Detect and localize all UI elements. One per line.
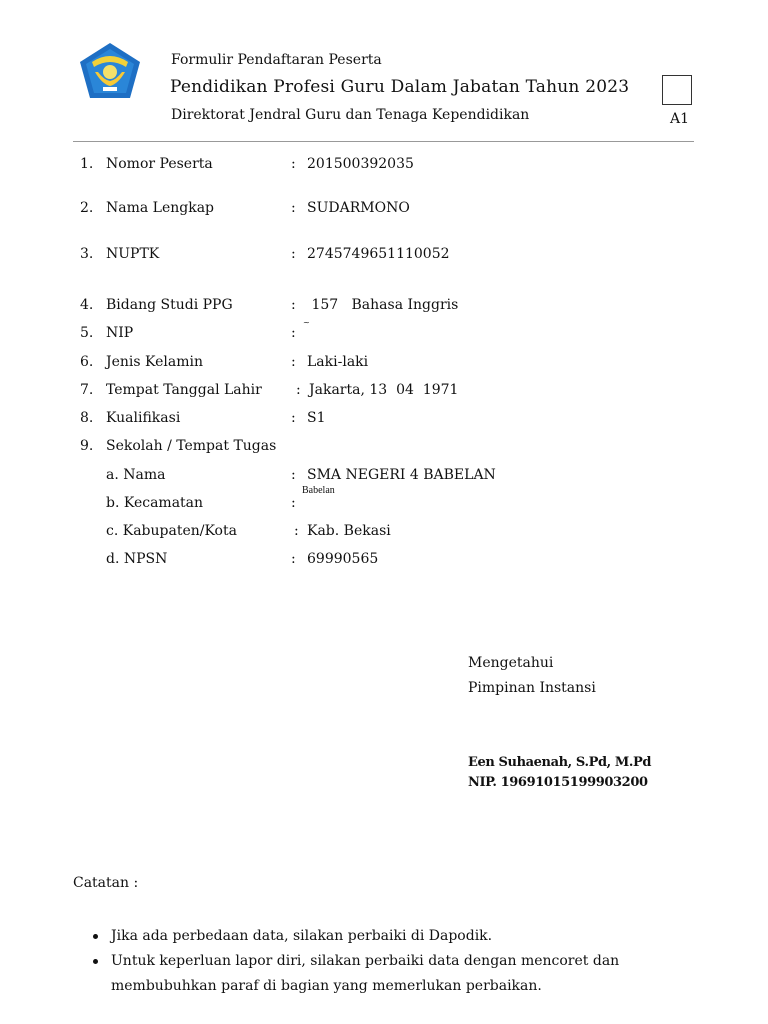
field-colon: : <box>294 523 299 539</box>
field-label: d. NPSN <box>106 551 168 567</box>
field-number: 9. <box>80 438 94 454</box>
field-value: SUDARMONO <box>307 200 410 216</box>
field-number: 7. <box>80 382 94 398</box>
field-label: a. Nama <box>106 467 166 483</box>
field-value: 157 Bahasa Inggris <box>307 297 459 313</box>
field-label: NIP <box>106 325 134 341</box>
field-number: 4. <box>80 297 94 313</box>
tut-wuri-handayani-logo-icon <box>78 42 142 102</box>
field-colon: : <box>291 354 296 370</box>
field-number: 3. <box>80 246 94 262</box>
field-colon: : <box>291 297 296 313</box>
field-row-tempat-tanggal-lahir <box>0 382 768 402</box>
field-label: NUPTK <box>106 246 160 262</box>
field-colon: : <box>291 325 296 341</box>
field-label: Kualifikasi <box>106 410 181 426</box>
bullet-icon <box>93 934 98 939</box>
field-value: 69990565 <box>307 551 379 567</box>
field-row-nip <box>0 325 768 345</box>
field-row-sekolah-nama <box>0 467 768 487</box>
field-colon: : <box>291 551 296 567</box>
field-value: Laki-laki <box>307 354 369 370</box>
code-checkbox[interactable] <box>662 75 692 105</box>
list-item <box>93 924 653 949</box>
field-label: Tempat Tanggal Lahir <box>106 382 262 398</box>
field-colon: : <box>291 495 296 511</box>
field-number: 2. <box>80 200 94 216</box>
note-text: Untuk keperluan lapor diri, silakan perbaiki data dengan mencoret dan membubuhkan paraf di bagian yang memerlukan perbaikan. <box>111 953 620 994</box>
field-colon: : <box>291 246 296 262</box>
field-colon: : <box>296 382 301 398</box>
signer-name: Een Suhaenah, S.Pd, M.Pd <box>468 755 652 770</box>
field-label: Jenis Kelamin <box>106 354 203 370</box>
field-number: 6. <box>80 354 94 370</box>
field-label: Nama Lengkap <box>106 200 215 216</box>
ack-line-mengetahui: Mengetahui <box>468 655 554 671</box>
field-value: S1 <box>307 410 326 426</box>
field-number: 8. <box>80 410 94 426</box>
field-row-nomor-peserta <box>0 156 768 176</box>
notes-heading: Catatan : <box>73 875 139 891</box>
nip-mark: ~ <box>303 318 310 327</box>
signer-nip: NIP. 19691015199903200 <box>468 775 648 790</box>
field-row-sekolah <box>0 438 768 458</box>
form-code: A1 <box>670 111 690 127</box>
field-number: 5. <box>80 325 94 341</box>
field-value: Kab. Bekasi <box>307 523 391 539</box>
page-subtitle: Direktorat Jendral Guru dan Tenaga Kependidikan <box>171 107 530 123</box>
field-value: 2745749651110052 <box>307 246 450 262</box>
field-row-kabupaten <box>0 523 768 543</box>
page-title: Pendidikan Profesi Guru Dalam Jabatan Tahun 2023 <box>170 77 630 97</box>
ack-line-pimpinan: Pimpinan Instansi <box>468 680 596 696</box>
field-row-nama-lengkap <box>0 200 768 220</box>
notes-list <box>93 924 653 999</box>
bullet-icon <box>93 959 98 964</box>
kecamatan-note: Babelan <box>302 485 335 496</box>
note-text: Jika ada perbedaan data, silakan perbaiki di Dapodik. <box>111 928 493 944</box>
field-label: c. Kabupaten/Kota <box>106 523 237 539</box>
field-colon: : <box>291 410 296 426</box>
form-label: Formulir Pendaftaran Peserta <box>171 52 382 68</box>
field-row-bidang-studi <box>0 297 768 317</box>
list-item <box>93 949 653 999</box>
field-label: Nomor Peserta <box>106 156 213 172</box>
field-row-kualifikasi <box>0 410 768 430</box>
field-label: Sekolah / Tempat Tugas <box>106 438 277 454</box>
field-row-npsn <box>0 551 768 571</box>
field-colon: : <box>291 156 296 172</box>
header-divider <box>73 141 694 142</box>
field-label: b. Kecamatan <box>106 495 204 511</box>
field-value: 201500392035 <box>307 156 414 172</box>
field-colon: : <box>291 467 296 483</box>
field-value: SMA NEGERI 4 BABELAN <box>307 467 496 483</box>
field-label: Bidang Studi PPG <box>106 297 233 313</box>
field-row-nuptk <box>0 246 768 266</box>
field-number: 1. <box>80 156 94 172</box>
field-row-jenis-kelamin <box>0 354 768 374</box>
field-row-kecamatan <box>0 495 768 515</box>
field-colon: : <box>291 200 296 216</box>
field-value: Jakarta, 13 04 1971 <box>309 382 459 398</box>
